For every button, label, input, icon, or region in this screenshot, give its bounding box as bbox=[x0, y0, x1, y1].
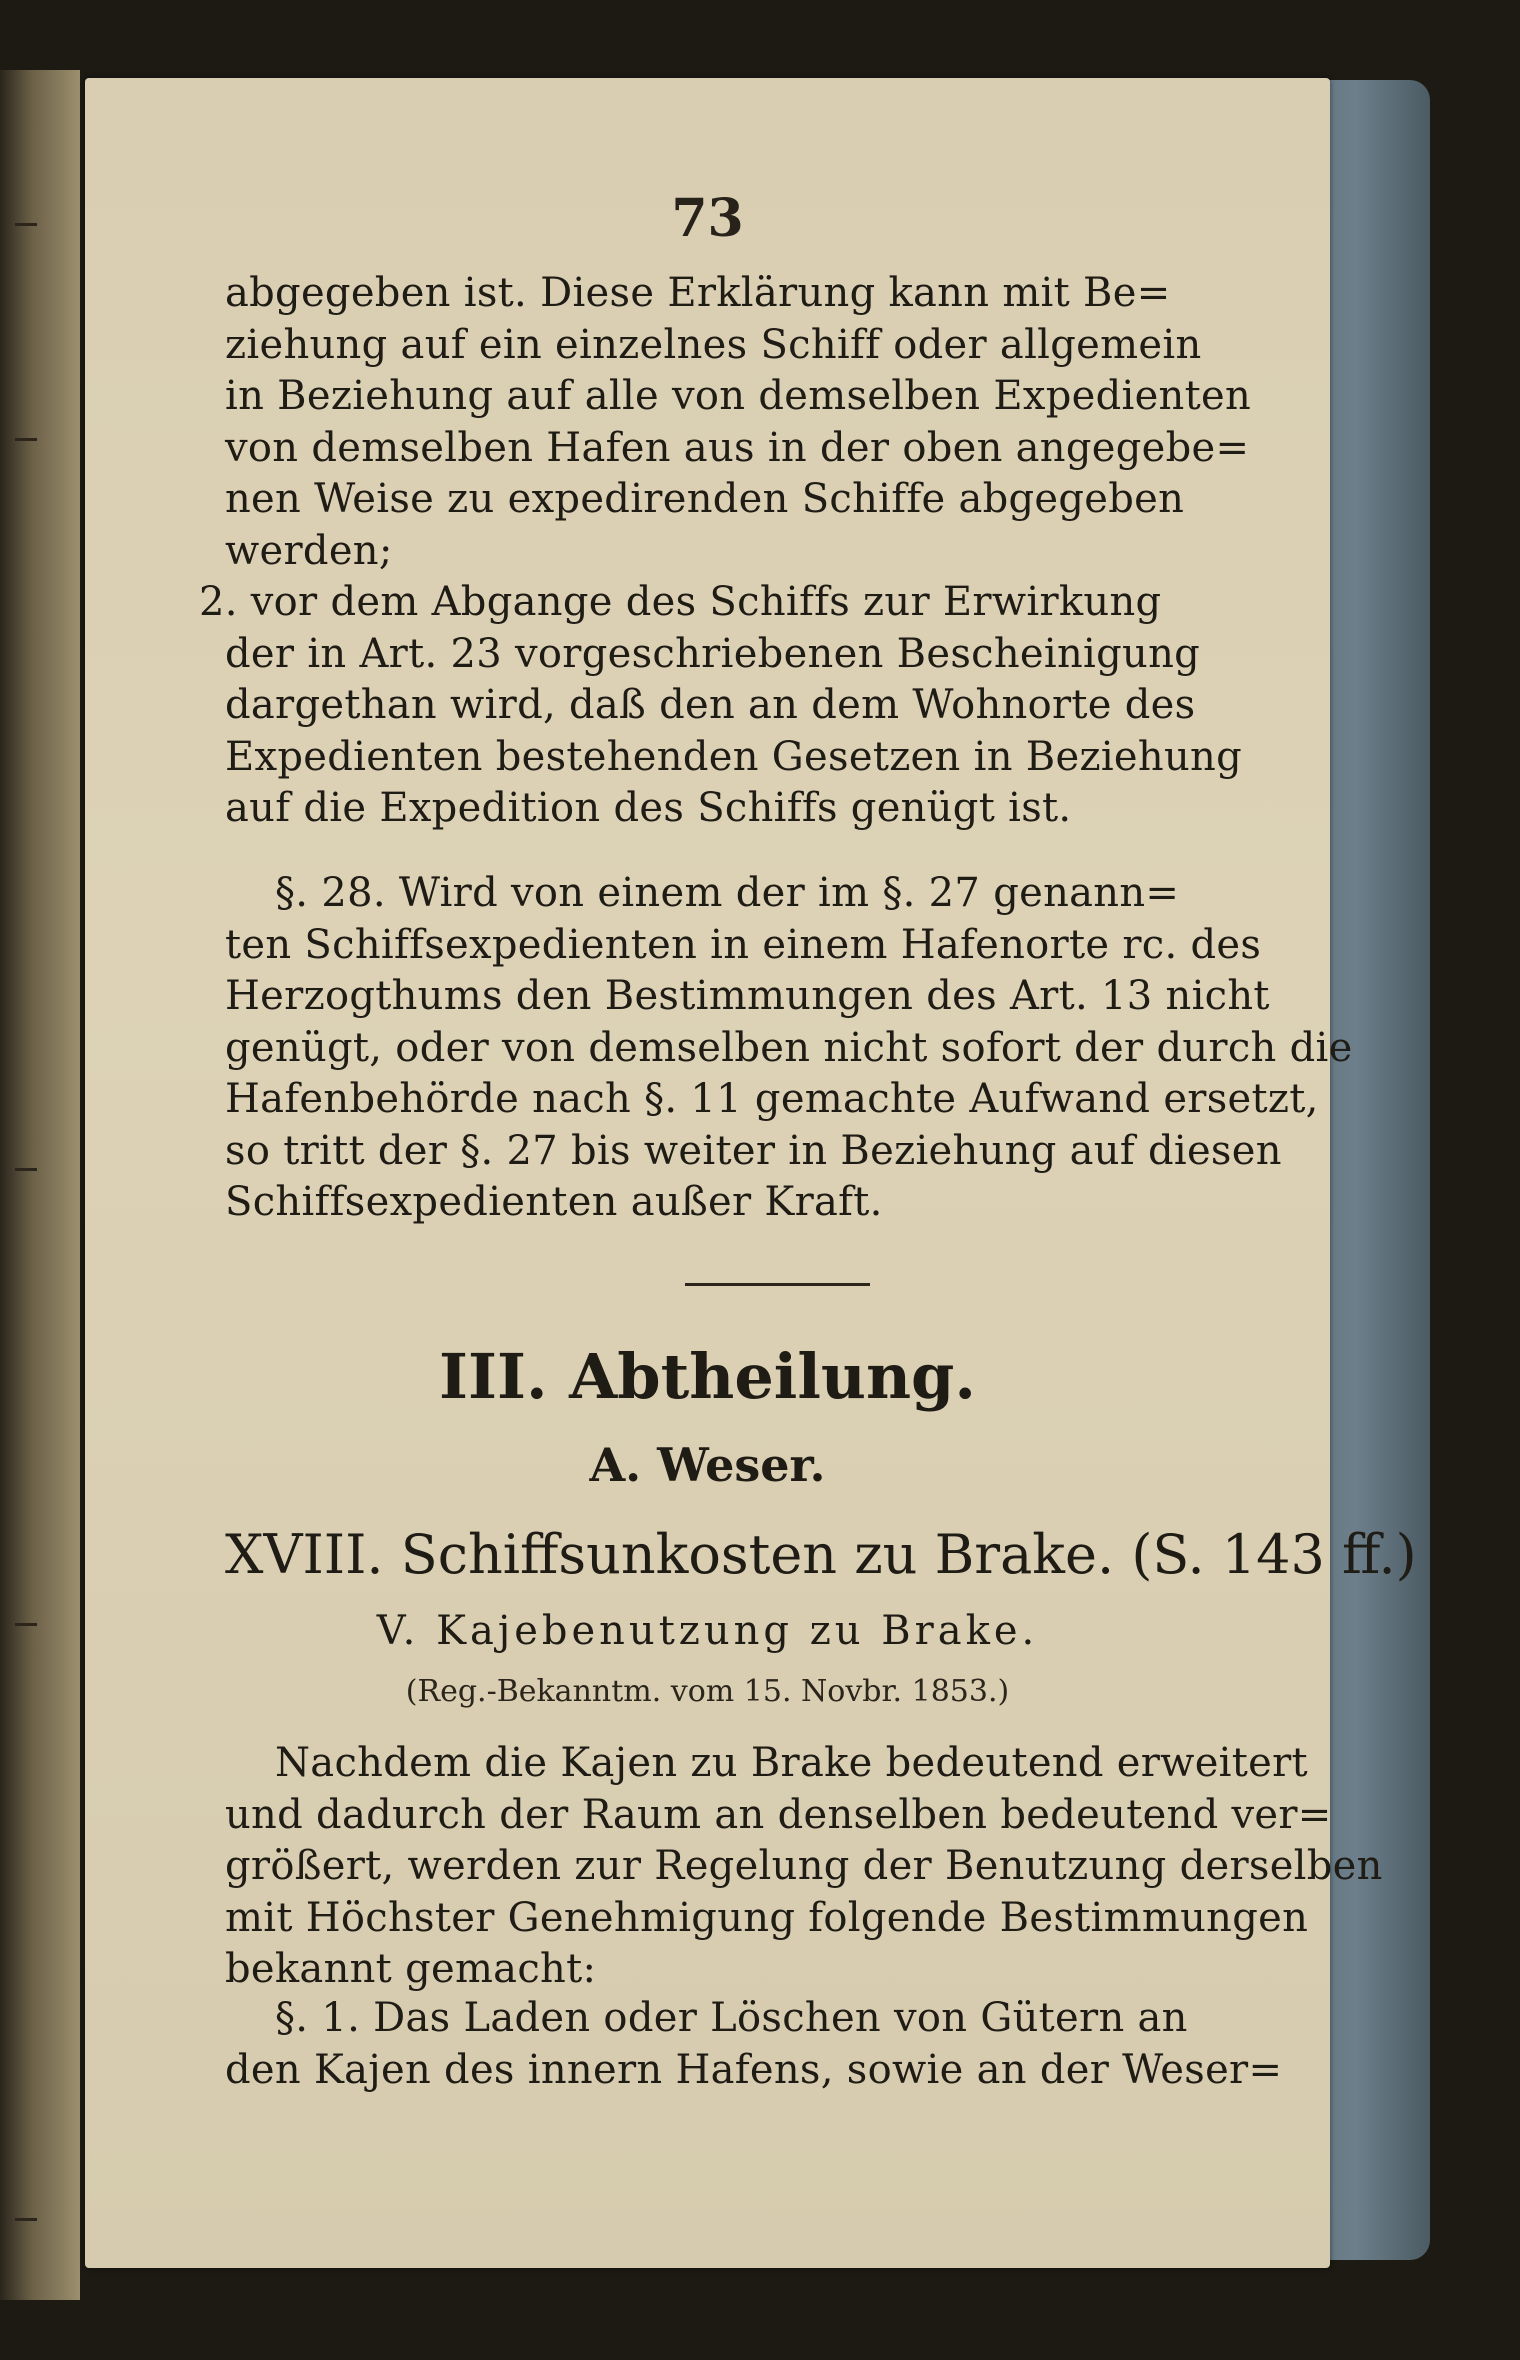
text-line: Schiffsexpedienten außer Kraft. bbox=[225, 1179, 883, 1225]
left-page-edge bbox=[0, 70, 80, 2300]
text-line: nen Weise zu expedirenden Schiffe abgegeben bbox=[225, 476, 1185, 522]
text-line: abgegeben ist. Diese Erklärung kann mit Be= bbox=[225, 270, 1171, 316]
text-line: Hafenbehörde nach §. 11 gemachte Aufwand ersetzt, bbox=[225, 1076, 1319, 1122]
chapter-title: XVIII. Schiffsunkosten zu Brake. (S. 143 ff.) bbox=[225, 1523, 1417, 1586]
text-line: in Beziehung auf alle von demselben Expedienten bbox=[225, 373, 1252, 419]
text-line: Expedienten bestehenden Gesetzen in Beziehung bbox=[225, 733, 1242, 780]
text-line: so tritt der §. 27 bis weiter in Beziehung auf diesen bbox=[225, 1127, 1282, 1174]
text-line: und dadurch der Raum an denselben bedeutend ver= bbox=[225, 1791, 1332, 1838]
text-line: bekannt gemacht: bbox=[225, 1946, 597, 1992]
text-line: ten Schiffsexpedienten in einem Hafenorte rc. des bbox=[225, 921, 1262, 968]
text-line: mit Höchster Genehmigung folgende Bestimmungen bbox=[225, 1894, 1309, 1941]
section-title: III. Abtheilung. bbox=[439, 1340, 976, 1413]
text-line: Nachdem die Kajen zu Brake bedeutend erweitert bbox=[275, 1740, 1308, 1786]
text-line: ziehung auf ein einzelnes Schiff oder allgemein bbox=[225, 321, 1202, 368]
gutter-tick bbox=[15, 1168, 37, 1171]
text-line: Herzogthums den Bestimmungen des Art. 13 nicht bbox=[225, 973, 1270, 1019]
text-line: §. 28. Wird von einem der im §. 27 genann= bbox=[275, 870, 1180, 916]
text-line: werden; bbox=[225, 527, 393, 574]
gutter-tick bbox=[15, 2218, 37, 2221]
gutter-tick bbox=[15, 223, 37, 226]
text-line: genügt, oder von demselben nicht sofort der durch die bbox=[225, 1024, 1353, 1071]
chapter-subtitle: V. Kajebenutzung zu Brake. bbox=[376, 1608, 1039, 1654]
gutter-tick bbox=[15, 438, 37, 441]
section-divider bbox=[685, 1283, 870, 1286]
text-line: den Kajen des innern Hafens, sowie an der Weser= bbox=[225, 2046, 1283, 2093]
text-line: größert, werden zur Regelung der Benutzung derselben bbox=[225, 1843, 1383, 1889]
text-line: der in Art. 23 vorgeschriebenen Bescheinigung bbox=[225, 630, 1201, 677]
subsection-title: A. Weser. bbox=[589, 1438, 826, 1492]
book-page bbox=[85, 78, 1417, 2268]
text-line: 2. vor dem Abgange des Schiffs zur Erwirkung bbox=[199, 579, 1162, 625]
text-line: §. 1. Das Laden oder Löschen von Gütern an bbox=[275, 1995, 1188, 2041]
text-line: von demselben Hafen aus in der oben angegebe= bbox=[225, 424, 1250, 471]
gutter-tick bbox=[15, 1623, 37, 1626]
chapter-reference: (Reg.-Bekanntm. vom 15. Novbr. 1853.) bbox=[405, 1674, 1010, 1709]
page-number: 73 bbox=[671, 188, 744, 249]
text-line: auf die Expedition des Schiffs genügt ist. bbox=[225, 785, 1072, 831]
text-line: dargethan wird, daß den an dem Wohnorte des bbox=[225, 682, 1196, 728]
